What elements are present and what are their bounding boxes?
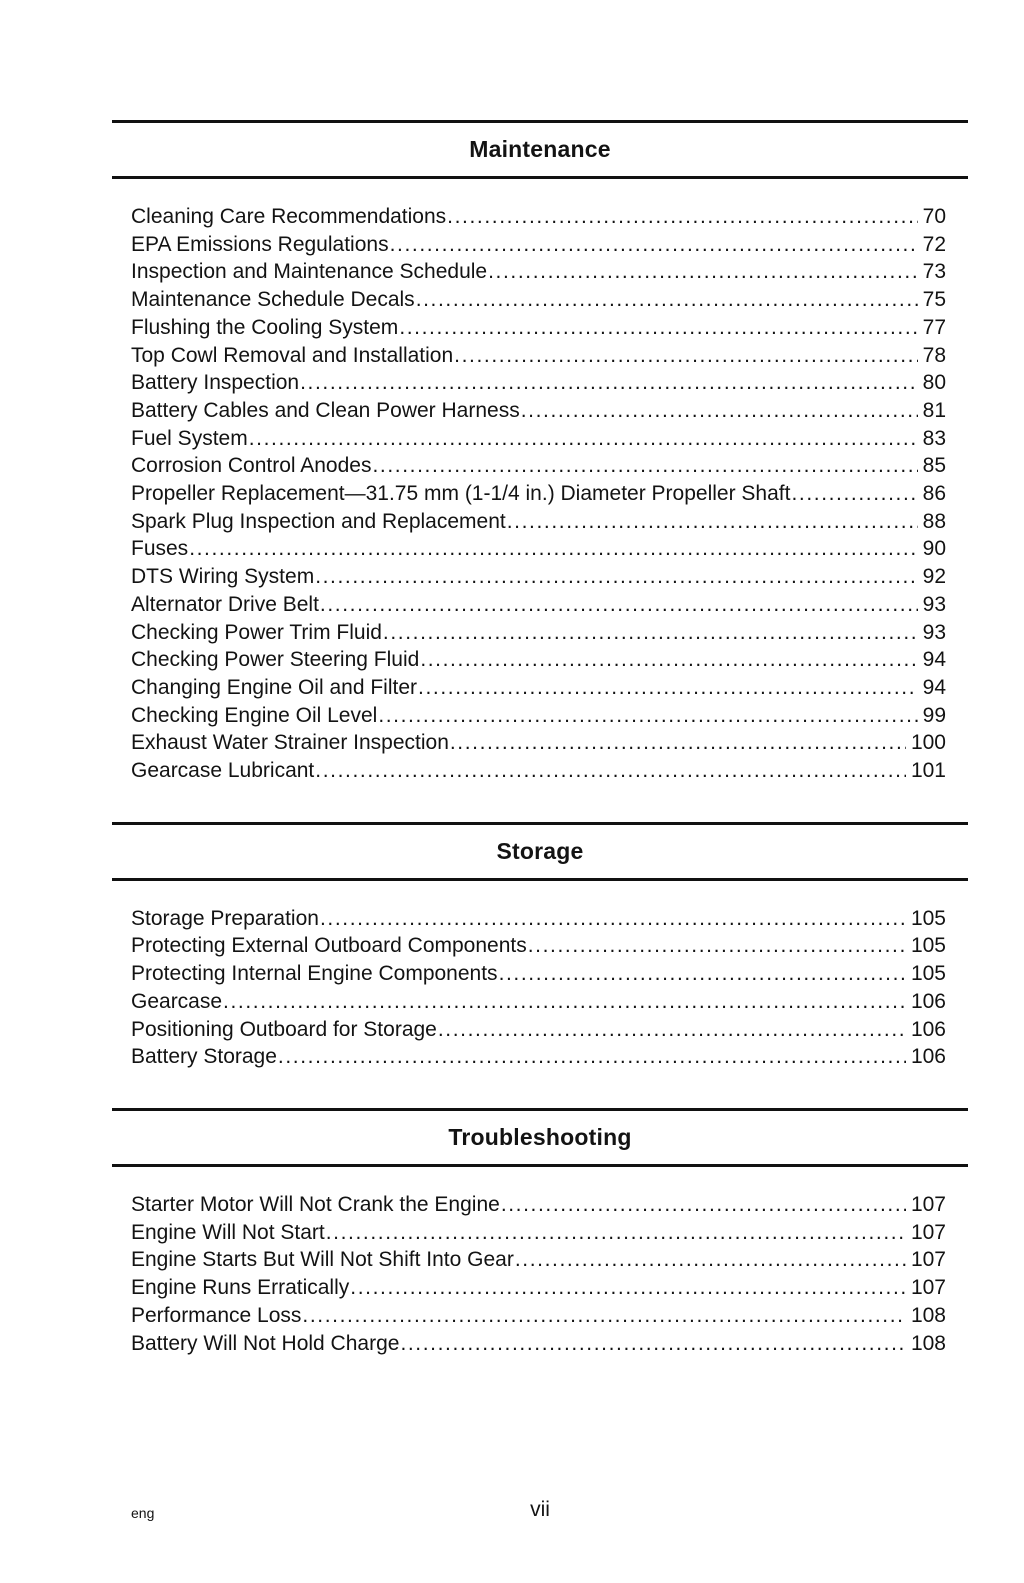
toc-entry-page: 107	[910, 1220, 946, 1244]
language-code: eng	[131, 1505, 155, 1521]
toc-entry	[131, 480, 946, 508]
toc-entry-title: Fuel System	[131, 426, 248, 450]
toc-entry	[131, 369, 946, 397]
toc-entry	[131, 646, 946, 674]
toc-entry-title: Positioning Outboard for Storage	[131, 1017, 437, 1041]
toc-entry-title: Protecting External Outboard Components	[131, 934, 527, 958]
toc-entry-title: Storage Preparation	[131, 906, 319, 930]
toc-entry-page: 107	[910, 1192, 946, 1216]
toc-entry	[131, 905, 946, 933]
dot-leader	[315, 757, 906, 785]
toc-entry	[131, 231, 946, 259]
dot-leader	[320, 905, 906, 933]
toc-entry	[131, 397, 946, 425]
toc-entry	[131, 1330, 946, 1358]
toc-entry-page: 72	[922, 232, 946, 256]
toc-entry-page: 83	[922, 426, 946, 450]
dot-leader	[223, 988, 906, 1016]
toc-entry-title: DTS Wiring System	[131, 565, 315, 589]
toc-entry	[131, 1219, 946, 1247]
toc-entry	[131, 258, 946, 286]
toc-entry-page: 93	[922, 620, 946, 644]
dot-leader	[383, 619, 918, 647]
toc-entry	[131, 535, 946, 563]
dot-leader	[249, 425, 918, 453]
dot-leader	[515, 1246, 906, 1274]
toc-entry	[131, 1191, 946, 1219]
toc-entry-page: 85	[922, 454, 946, 478]
toc-entry	[131, 1274, 946, 1302]
dot-leader	[450, 729, 906, 757]
dot-leader	[438, 1016, 906, 1044]
toc-entry-page: 106	[910, 1045, 946, 1069]
toc-list	[112, 881, 968, 1071]
toc-entry-title: Gearcase	[131, 989, 223, 1013]
toc-entry-title: Battery Inspection	[131, 371, 300, 395]
dot-leader	[390, 231, 918, 259]
dot-leader	[420, 646, 917, 674]
toc-entry-title: Corrosion Control Anodes	[131, 454, 372, 478]
toc-entry-title: EPA Emissions Regulations	[131, 232, 389, 256]
toc-entry-page: 75	[922, 288, 946, 312]
toc-entry-page: 108	[910, 1303, 946, 1327]
toc-entry-title: Inspection and Maintenance Schedule	[131, 260, 488, 284]
toc-entry	[131, 702, 946, 730]
toc-entry	[131, 1246, 946, 1274]
toc-entry-page: 108	[910, 1331, 946, 1355]
dot-leader	[507, 508, 918, 536]
section-header	[112, 822, 968, 881]
toc-section-storage	[112, 822, 968, 1071]
toc-entry-title: Fuses	[131, 537, 189, 561]
toc-entry-page: 81	[922, 398, 946, 422]
dot-leader	[315, 563, 917, 591]
dot-leader	[278, 1043, 906, 1071]
section-header	[112, 1108, 968, 1167]
dot-leader	[399, 314, 917, 342]
toc-entry-page: 70	[922, 205, 946, 228]
toc-entry-page: 100	[910, 731, 946, 755]
toc-entry-title: Engine Runs Erratically	[131, 1276, 350, 1300]
toc-entry-page: 92	[922, 565, 946, 589]
section-title: Storage	[496, 837, 584, 864]
toc-entry-page: 86	[922, 482, 946, 506]
dot-leader	[300, 369, 918, 397]
toc-entry	[131, 203, 946, 231]
toc-entry-title: Alternator Drive Belt	[131, 592, 319, 616]
toc-entry	[131, 619, 946, 647]
toc-entry-page: 105	[910, 934, 946, 958]
dot-leader	[447, 203, 917, 231]
toc-entry-page: 107	[910, 1276, 946, 1300]
toc-entry-title: Propeller Replacement—31.75 mm (1-1/4 in.) Diameter Propeller Shaft	[131, 482, 791, 506]
toc-entry-page: 73	[922, 260, 946, 284]
dot-leader	[416, 286, 918, 314]
toc-entry-title: Flushing the Cooling System	[131, 315, 399, 339]
section-header	[112, 120, 968, 179]
dot-leader	[326, 1219, 906, 1247]
dot-leader	[378, 702, 917, 730]
toc-entry-page: 106	[910, 989, 946, 1013]
page-footer	[112, 1498, 968, 1522]
toc-entry-page: 99	[922, 703, 946, 727]
toc-entry-title: Engine Starts But Will Not Shift Into Gear	[131, 1248, 514, 1272]
toc-entry	[131, 286, 946, 314]
toc-content	[112, 120, 968, 1357]
toc-entry	[131, 1016, 946, 1044]
section-title: Troubleshooting	[448, 1123, 632, 1150]
toc-entry-page: 106	[910, 1017, 946, 1041]
toc-entry	[131, 988, 946, 1016]
toc-entry-title: Spark Plug Inspection and Replacement	[131, 509, 506, 533]
toc-entry-page: 105	[910, 962, 946, 986]
toc-entry	[131, 757, 946, 785]
toc-entry-page: 94	[922, 675, 946, 699]
toc-entry-title: Performance Loss	[131, 1303, 302, 1327]
toc-section-maintenance	[112, 120, 968, 785]
toc-entry-page: 88	[922, 509, 946, 533]
toc-entry-title: Top Cowl Removal and Installation	[131, 343, 454, 367]
toc-entry	[131, 674, 946, 702]
toc-entry-title: Cleaning Care Recommendations	[131, 205, 447, 228]
dot-leader	[320, 591, 918, 619]
toc-entry	[131, 932, 946, 960]
dot-leader	[418, 674, 918, 702]
toc-entry-title: Starter Motor Will Not Crank the Engine	[131, 1192, 500, 1216]
toc-entry	[131, 960, 946, 988]
toc-entry	[131, 563, 946, 591]
toc-entry-title: Engine Will Not Start	[131, 1220, 325, 1244]
toc-entry	[131, 729, 946, 757]
dot-leader	[521, 397, 918, 425]
toc-entry	[131, 425, 946, 453]
toc-entry-page: 90	[922, 537, 946, 561]
toc-entry-title: Checking Engine Oil Level	[131, 703, 378, 727]
toc-entry-title: Gearcase Lubricant	[131, 759, 315, 783]
dot-leader	[791, 480, 917, 508]
toc-entry	[131, 1043, 946, 1071]
toc-entry-title: Maintenance Schedule Decals	[131, 288, 415, 312]
toc-entry	[131, 508, 946, 536]
toc-section-troubleshooting	[112, 1108, 968, 1357]
toc-entry	[131, 452, 946, 480]
toc-list	[112, 179, 968, 785]
toc-entry-page: 105	[910, 906, 946, 930]
dot-leader	[372, 452, 917, 480]
dot-leader	[400, 1330, 906, 1358]
dot-leader	[499, 960, 906, 988]
toc-entry-page: 107	[910, 1248, 946, 1272]
toc-entry-title: Protecting Internal Engine Components	[131, 962, 498, 986]
dot-leader	[350, 1274, 906, 1302]
toc-entry	[131, 314, 946, 342]
toc-entry-title: Checking Power Trim Fluid	[131, 620, 382, 644]
dot-leader	[454, 342, 917, 370]
toc-entry-title: Battery Storage	[131, 1045, 277, 1069]
toc-entry-page: 94	[922, 648, 946, 672]
page-number: vii	[530, 1498, 550, 1521]
toc-entry-title: Changing Engine Oil and Filter	[131, 675, 418, 699]
section-title: Maintenance	[469, 136, 611, 162]
toc-entry	[131, 342, 946, 370]
dot-leader	[189, 535, 917, 563]
toc-entry-page: 77	[922, 315, 946, 339]
toc-list	[112, 1167, 968, 1357]
toc-entry	[131, 1302, 946, 1330]
toc-entry-page: 93	[922, 592, 946, 616]
toc-entry-page: 78	[922, 343, 946, 367]
toc-entry-title: Checking Power Steering Fluid	[131, 648, 420, 672]
dot-leader	[528, 932, 906, 960]
toc-entry	[131, 591, 946, 619]
toc-entry-title: Battery Cables and Clean Power Harness	[131, 398, 520, 422]
toc-entry-title: Exhaust Water Strainer Inspection	[131, 731, 449, 755]
toc-entry-page: 101	[910, 759, 946, 783]
toc-entry-title: Battery Will Not Hold Charge	[131, 1331, 400, 1355]
dot-leader	[501, 1191, 906, 1219]
dot-leader	[488, 258, 918, 286]
toc-entry-page: 80	[922, 371, 946, 395]
dot-leader	[302, 1302, 906, 1330]
